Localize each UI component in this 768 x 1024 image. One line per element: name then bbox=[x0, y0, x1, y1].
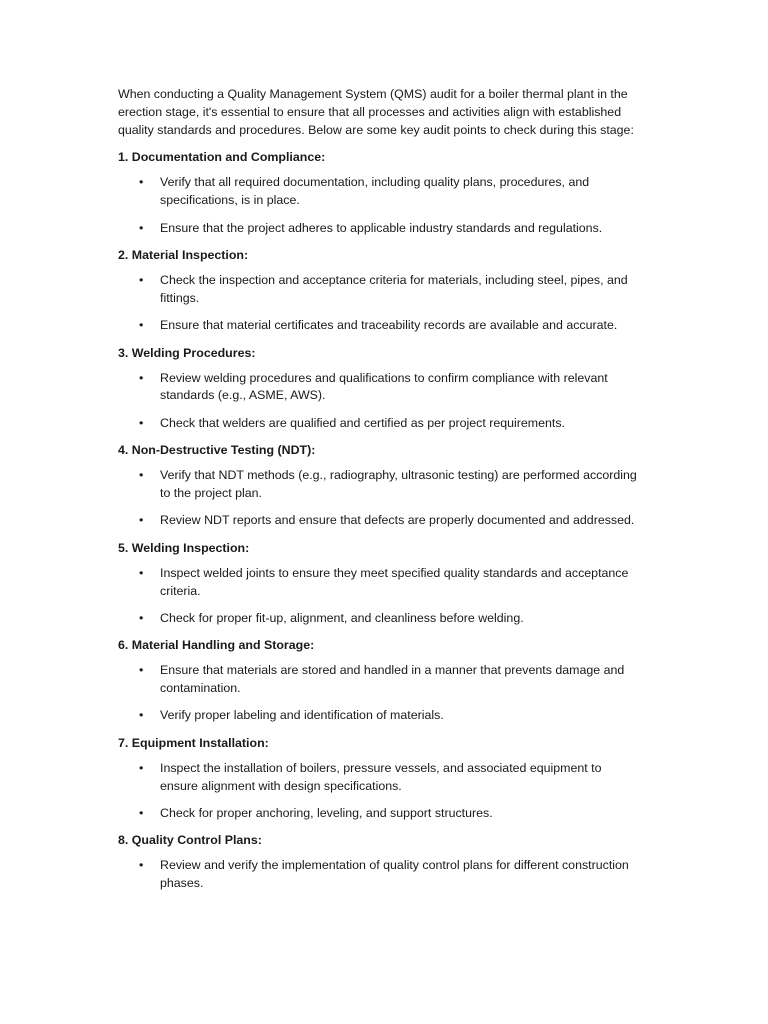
list-item bbox=[118, 857, 642, 893]
section-heading: 1. Documentation and Compliance: bbox=[118, 150, 326, 165]
list-item-text: Verify proper labeling and identification of materials. bbox=[160, 708, 444, 723]
list-item bbox=[118, 805, 642, 823]
list-item-text: Check for proper anchoring, leveling, and support structures. bbox=[160, 806, 493, 821]
audit-section bbox=[118, 637, 642, 725]
list-item-text: Review welding procedures and qualifications to confirm compliance with relevant standards (e.g., ASME, AWS). bbox=[160, 370, 608, 403]
bullet-list bbox=[118, 467, 642, 530]
bullet-icon: • bbox=[139, 858, 144, 873]
list-item-text: Review NDT reports and ensure that defects are properly documented and addressed. bbox=[160, 513, 635, 528]
section-heading: 4. Non-Destructive Testing (NDT): bbox=[118, 443, 316, 458]
list-item-text: Check the inspection and acceptance criteria for materials, including steel, pipes, and fittings. bbox=[160, 272, 628, 305]
bullet-list bbox=[118, 370, 642, 433]
list-item-text: Inspect welded joints to ensure they meet specified quality standards and acceptance criteria. bbox=[160, 565, 629, 598]
list-item bbox=[118, 760, 642, 796]
section-heading: 2. Material Inspection: bbox=[118, 247, 249, 262]
list-item bbox=[118, 370, 642, 406]
list-item bbox=[118, 220, 642, 238]
audit-section bbox=[118, 442, 642, 530]
bullet-icon: • bbox=[139, 318, 144, 333]
bullet-icon: • bbox=[139, 513, 144, 528]
audit-section bbox=[118, 149, 642, 237]
section-heading: 6. Material Handling and Storage: bbox=[118, 638, 315, 653]
bullet-icon: • bbox=[139, 610, 144, 625]
bullet-icon: • bbox=[139, 468, 144, 483]
audit-section bbox=[118, 735, 642, 823]
audit-section bbox=[118, 247, 642, 335]
bullet-icon: • bbox=[139, 415, 144, 430]
list-item-text: Ensure that the project adheres to applicable industry standards and regulations. bbox=[160, 220, 603, 235]
audit-section bbox=[118, 345, 642, 433]
list-item-text: Check for proper fit-up, alignment, and cleanliness before welding. bbox=[160, 610, 524, 625]
bullet-list bbox=[118, 565, 642, 628]
list-item-text: Check that welders are qualified and certified as per project requirements. bbox=[160, 415, 565, 430]
bullet-icon: • bbox=[139, 708, 144, 723]
bullet-icon: • bbox=[139, 760, 144, 775]
bullet-icon: • bbox=[139, 272, 144, 287]
list-item bbox=[118, 317, 642, 335]
list-item bbox=[118, 415, 642, 433]
bullet-icon: • bbox=[139, 663, 144, 678]
bullet-list bbox=[118, 760, 642, 823]
bullet-icon: • bbox=[139, 806, 144, 821]
audit-section bbox=[118, 832, 642, 893]
bullet-icon: • bbox=[139, 220, 144, 235]
list-item-text: Ensure that material certificates and traceability records are available and accurate. bbox=[160, 318, 618, 333]
bullet-list bbox=[118, 272, 642, 335]
bullet-icon: • bbox=[139, 370, 144, 385]
section-heading: 3. Welding Procedures: bbox=[118, 345, 256, 360]
bullet-list bbox=[118, 857, 642, 893]
list-item-text: Inspect the installation of boilers, pressure vessels, and associated equipment to ensure alignment with design specifications. bbox=[160, 760, 602, 793]
list-item bbox=[118, 565, 642, 601]
section-heading: 5. Welding Inspection: bbox=[118, 540, 250, 555]
list-item-text: Ensure that materials are stored and handled in a manner that prevents damage and contamination. bbox=[160, 663, 625, 696]
bullet-icon: • bbox=[139, 565, 144, 580]
audit-section bbox=[118, 540, 642, 628]
list-item bbox=[118, 707, 642, 725]
list-item bbox=[118, 610, 642, 628]
bullet-icon: • bbox=[139, 175, 144, 190]
list-item-text: Verify that all required documentation, including quality plans, procedures, and specifications, is in place. bbox=[160, 175, 590, 208]
section-heading: 7. Equipment Installation: bbox=[118, 735, 269, 750]
list-item bbox=[118, 662, 642, 698]
list-item bbox=[118, 467, 642, 503]
list-item-text: Review and verify the implementation of quality control plans for different construction phases. bbox=[160, 858, 629, 891]
section-heading: 8. Quality Control Plans: bbox=[118, 833, 262, 848]
bullet-list bbox=[118, 662, 642, 725]
bullet-list bbox=[118, 174, 642, 237]
intro-paragraph: When conducting a Quality Management System (QMS) audit for a boiler thermal plant in the erection stage, it's essential to ensure that all processes and activities align with established quality standards and procedures. Below are some key audit points to check during this stage: bbox=[118, 87, 634, 137]
audit-sections bbox=[118, 149, 642, 893]
list-item bbox=[118, 512, 642, 530]
list-item bbox=[118, 272, 642, 308]
list-item bbox=[118, 174, 642, 210]
list-item-text: Verify that NDT methods (e.g., radiography, ultrasonic testing) are performed according to the project plan. bbox=[160, 468, 637, 500]
